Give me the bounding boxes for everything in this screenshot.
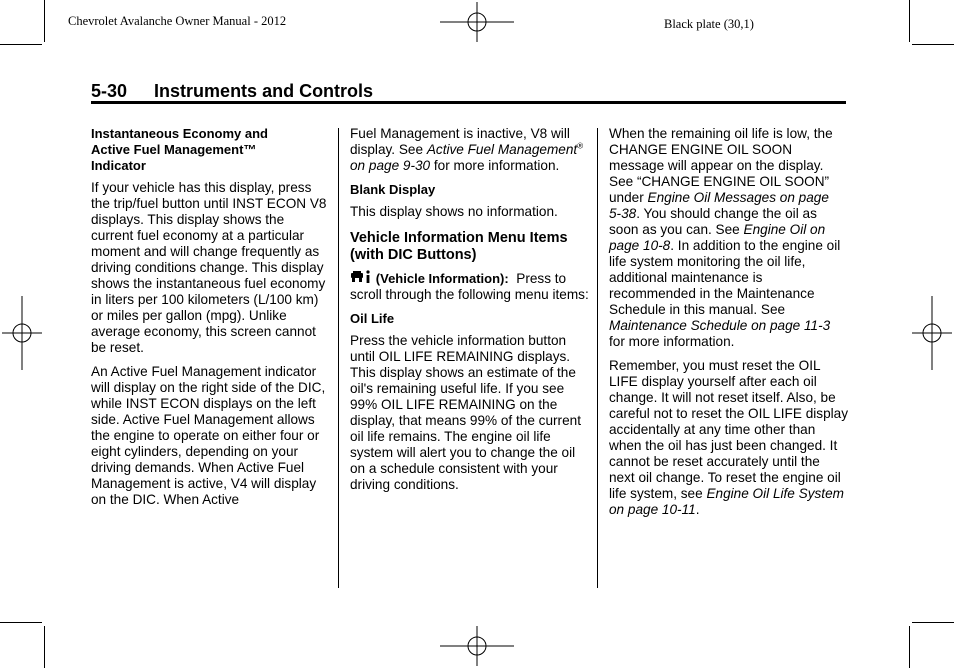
page-number: 5-30 xyxy=(91,81,128,101)
inst-economy-paragraph: If your vehicle has this display, press the trip/fuel button until INST ECON V8 displays. This display shows the current fuel economy at a particular moment and will change frequently as driving conditions change. This display shows the instantaneous fuel economy in liters per 100 kilometers (L/100 km) or miles per gallon (mpg). Unlike average economy, this screen cannot be reset. xyxy=(91,180,327,355)
manual-title: Chevrolet Avalanche Owner Manual - 2012 xyxy=(68,14,287,28)
section-title: Instruments and Controls xyxy=(154,81,374,101)
afm-continued-paragraph: Fuel Management is inactive, V8 will display. See Active Fuel Management® on page 9‑30 for more information. xyxy=(350,126,584,173)
engine-oil-messages-link[interactable]: Engine Oil Messages on page 5‑38 xyxy=(609,190,829,221)
registration-mark-icon: ® xyxy=(577,141,584,151)
inst-economy-heading: Instantaneous Economy and Active Fuel Management™ Indicator xyxy=(91,126,268,173)
reset-oil-life-paragraph: Remember, you must reset the OIL LIFE display yourself after each oil change. It will not reset itself. Also, be careful not to reset the OIL LIFE display accidentally at any time other than when the oil has just been changed. It cannot be reset accurately until the next oil change. To reset the engine oil life system, see Engine Oil Life System on page 10‑11. xyxy=(609,358,849,517)
registration-target-left xyxy=(2,296,42,370)
oil-low-paragraph: When the remaining oil life is low, the CHANGE ENGINE OIL SOON message will appear on the display. See “CHANGE ENGINE OIL SOON” under Engine Oil Messages on page 5‑38. You should change the oil as soon as you can. See Engine Oil on page 10‑8. In addition to the engine oil life system monitoring the oil life, additional maintenance is recommended in the Maintenance Schedule in this manual. See Maintenance Schedule on page 11‑3 for more information. xyxy=(609,126,841,349)
heading-rule xyxy=(91,101,846,104)
afm-link[interactable]: Active Fuel Management xyxy=(426,142,578,157)
page-heading xyxy=(91,81,373,102)
plate-label: Black plate (30,1) xyxy=(664,17,754,31)
column-divider-1 xyxy=(338,128,339,588)
oil-life-paragraph: Press the vehicle information button until OIL LIFE REMAINING displays. This display shows an estimate of the oil's remaining useful life. If you see 99% OIL LIFE REMAINING on the display, that means 99% of the current oil life remains. The engine oil life system will alert you to change the oil on a schedule consistent with your driving conditions. xyxy=(350,333,581,492)
afm-page-link[interactable]: on page 9‑30 xyxy=(350,158,431,173)
engine-oil-life-system-link[interactable]: Engine Oil Life System on page 10‑11 xyxy=(609,486,844,517)
vehicle-info-label: (Vehicle Information): xyxy=(375,271,509,286)
afm-paragraph: An Active Fuel Management indicator will display on the right side of the DIC, while INST ECON displays on the left side. Active Fuel Management allows the engine to operate on either four or eight cylinders, depending on your driving demands. When Active Fuel Management is active, V4 will display on the DIC. When Active xyxy=(91,364,326,507)
column-divider-2 xyxy=(597,128,598,588)
registration-target-top xyxy=(440,2,514,42)
engine-oil-link[interactable]: Engine Oil on page 10‑8 xyxy=(609,222,826,253)
maintenance-schedule-link[interactable]: Maintenance Schedule on page 11‑3 xyxy=(609,318,831,333)
column-1 xyxy=(91,126,329,516)
blank-display-paragraph: This display shows no information. xyxy=(350,204,558,219)
vehicle-info-paragraph: (Vehicle Information): Press to scroll through the following menu items: xyxy=(350,271,589,302)
oil-life-heading: Oil Life xyxy=(350,311,395,326)
blank-display-heading: Blank Display xyxy=(350,182,436,197)
vehicle-info-menu-heading: Vehicle Information Menu Items (with DIC Buttons) xyxy=(350,230,568,263)
column-3 xyxy=(609,126,849,526)
registration-target-bottom xyxy=(440,626,514,666)
vehicle-information-icon xyxy=(350,270,372,284)
registration-target-right xyxy=(912,296,952,370)
column-2 xyxy=(350,126,590,501)
